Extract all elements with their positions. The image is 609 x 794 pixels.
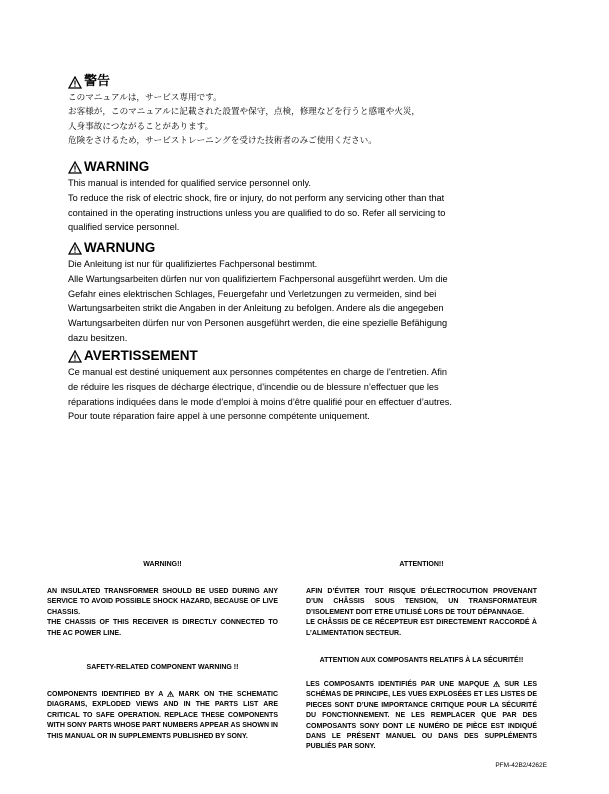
french-warning (68, 348, 488, 424)
german-warning (68, 240, 488, 346)
warning-triangle-icon (68, 161, 82, 174)
english-warning (68, 159, 488, 235)
german-line: Gefahr eines elektrischen Schlages, Feuergefahr und Verletzungen zu vermeiden, sind bei (68, 288, 437, 299)
warning-triangle-icon (68, 350, 82, 363)
french-line: réparations indiquées dans le mode d’emploi à moins d’être qualifié pour en effectuer d’autres. (68, 396, 452, 407)
japanese-line: 危険をさけるため，サービストレーニングを受けた技術者のみご使用ください。 (68, 135, 377, 146)
french-line: Ce manual est destiné uniquement aux personnes compétentes en charge de l’entretien. Afin (68, 367, 447, 377)
german-warning-title (68, 240, 488, 256)
japanese-warning-title (68, 74, 488, 90)
german-title-text: WARNUNG (84, 240, 156, 255)
warning-heading: WARNING!! (143, 561, 182, 568)
composants-securite-heading: ATTENTION AUX COMPOSANTS RELATIFS À LA SÉCURITÉ!! (319, 657, 524, 665)
warning-triangle-icon (68, 76, 82, 89)
french-title-text: AVERTISSEMENT (84, 348, 198, 363)
japanese-warning-body (68, 91, 488, 148)
safety-component-heading: SAFETY-RELATED COMPONENT WARNING !! (86, 664, 239, 672)
french-warning-body (68, 365, 488, 424)
japanese-line: 人身事故につながることがあります。 (68, 121, 214, 132)
model-number: PFM-42B2/4262E (495, 762, 547, 769)
attention-heading: ATTENTION!! (399, 561, 444, 568)
english-warning-body (68, 176, 488, 235)
english-title-text: WARNING (84, 159, 150, 174)
english-line: qualified service personnel. (68, 222, 180, 233)
english-warning-title (68, 159, 488, 175)
german-line: Die Anleitung ist nur für qualifiziertes Fachpersonal bestimmt. (68, 259, 318, 269)
french-warning-title (68, 348, 488, 364)
japanese-line: このマニュアルは，サービス専用です。 (68, 93, 222, 103)
french-service-column (306, 560, 537, 753)
warning-triangle-icon (167, 691, 174, 698)
german-line: dazu besitzen. (68, 332, 128, 343)
insulated-transformer-text: AN INSULATED TRANSFORMER SHOULD BE USED DURING ANY SERVICE TO AVOID POSSIBLE SHOCK HAZARD, BECAUSE OF LIVE CHASSIS. (47, 588, 278, 616)
english-line: To reduce the risk of electric shock, fire or injury, do not perform any servicing other than that (68, 192, 445, 203)
german-line: Wartungsarbeiten dürfen nur von Personen ausgeführt werden, die eine spezielle Befähigung (68, 318, 448, 329)
french-line: Pour toute réparation faire appel à une personne compétente uniquement. (68, 411, 370, 422)
german-warning-body (68, 257, 488, 346)
composants-securite-text: LES COMPOSANTS IDENTIFIÉS PAR UNE MAPQUE SUR LES SCHÉMAS DE PRINCIPE, LES VUES EXPLOSÉES ET LES LISTES DE PIECES SONT D’UNE IMPORTANCE CRITIQUE POUR LA SÉCURITÉ DU FONCTIONNEMENT. NE LES REMPLACER QUE PAR DES COMPOSANTS SONY DONT LE NUMÉRO DE PIÈCE EST INDIQUÉ DANS LE PRÉSENT MANUEL OU DANS DES SUPPLÉMENTS PUBLIÉS PAR SONY. (306, 681, 538, 751)
english-line: contained in the operating instructions unless you are qualified to do so. Refer all servicing to (68, 207, 446, 218)
warning-triangle-icon (68, 242, 82, 255)
transformateur-text: AFIN D’ÉVITER TOUT RISQUE D’ÉLECTROCUTION PROVENANT D’UN CHÂSSIS SOUS TENSION, UN TRANSFORMATEUR D’ISOLEMENT DOIT ETRE UTILISÉ LORS DE TOUT DÉPANNAGE. (306, 588, 537, 616)
english-service-column (47, 560, 278, 742)
japanese-warning (68, 74, 488, 148)
german-line: Alle Wartungsarbeiten dürfen nur von qualifiziertem Fachpersonal ausgeführt werden. Um die (68, 273, 448, 284)
warning-triangle-icon (493, 681, 500, 688)
chassis-connection-text: THE CHASSIS OF THIS RECEIVER IS DIRECTLY CONNECTED TO THE AC POWER LINE. (47, 619, 278, 637)
chassis-raccorde-text: LE CHÂSSIS DE CE RÉCEPTEUR EST DIRECTEMENT RACCORDÉ À L’ALIMENTATION SECTEUR. (306, 619, 537, 637)
french-line: de réduire les risques de décharge électrique, d’incendie ou de blessure n’effectuer que les (68, 381, 439, 392)
japanese-title-text: 警告 (84, 74, 111, 89)
english-line: This manual is intended for qualified service personnel only. (68, 178, 311, 188)
german-line: Wartungsarbeiten strikt die Angaben in der Anleitung zu befolgen. Andere als die angegeben (68, 303, 444, 314)
japanese-line: お客様が，このマニュアルに記載された設置や保守，点検，修理などを行うと感電や火災， (68, 107, 421, 118)
safety-component-text: COMPONENTS IDENTIFIED BY A MARK ON THE SCHEMATIC DIAGRAMS, EXPLODED VIEWS AND IN THE PARTS LIST ARE CRITICAL TO SAFE OPERATION. REPLACE THESE COMPONENTS WITH SONY PARTS WHOSE PART NUMBERS APPEAR AS SHOWN IN THIS MANUAL OR IN SUPPLEMENTS PUBLISHED BY SONY. (47, 691, 279, 740)
